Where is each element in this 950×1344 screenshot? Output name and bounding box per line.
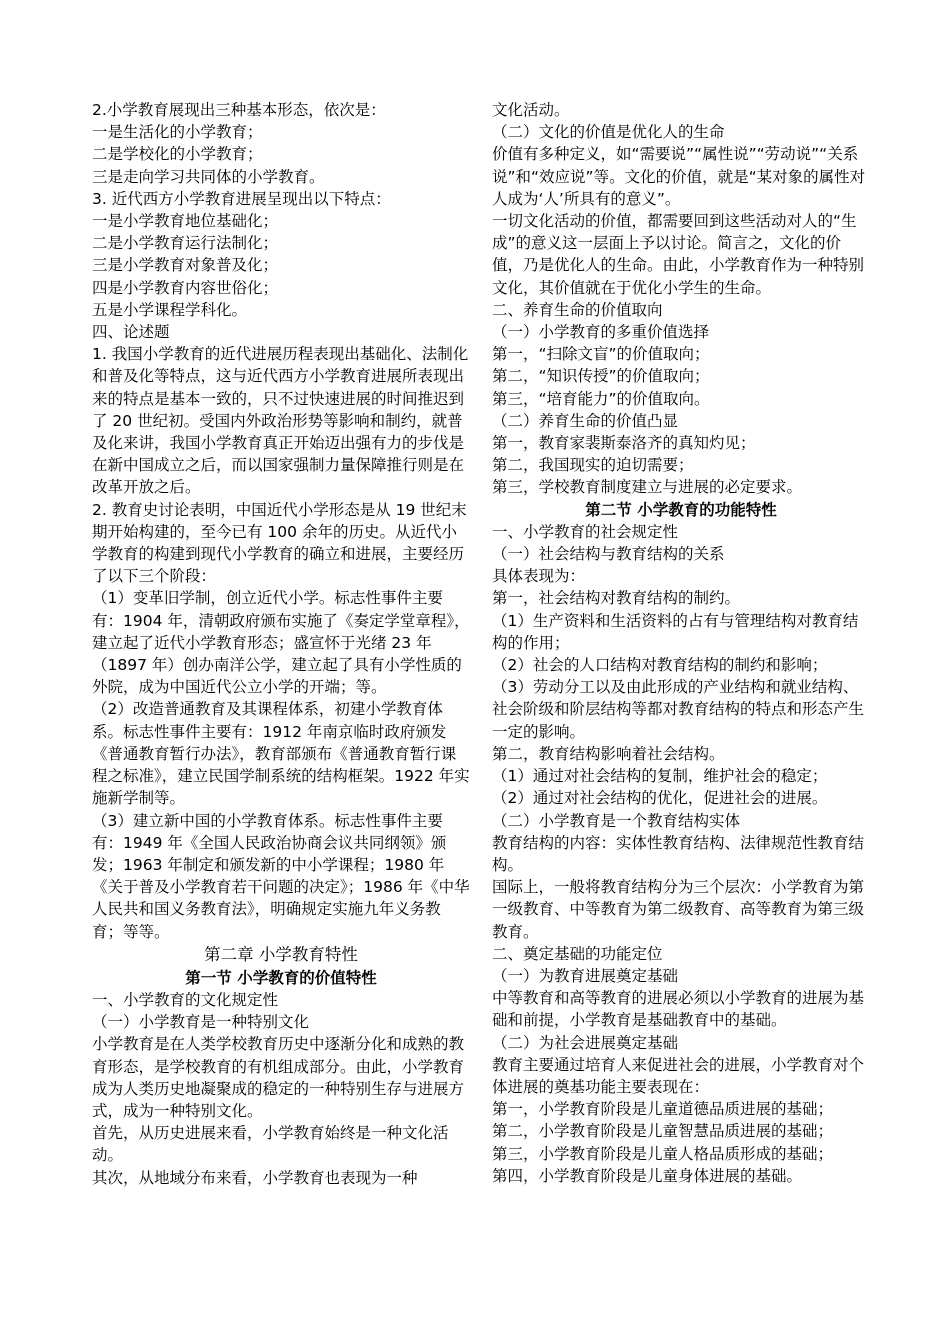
left-paragraph: （一）小学教育是一种特别文化 <box>92 1013 310 1032</box>
left-paragraph: 一、小学教育的文化规定性 <box>92 990 279 1009</box>
right-paragraph: 第二，小学教育阶段是儿童智慧品质进展的基础； <box>492 1122 834 1141</box>
right-paragraph: （二）小学教育是一个教育结构实体 <box>492 811 741 830</box>
left-paragraph: （1）变革旧学制，创立近代小学。标志性事件主要有：1904 年，清朝政府颁布实施了《奏定学堂章程》，建立起了近代小学教育形态；盛宣怀于光绪 23 年（1897 年）创办南洋公学，建立起了具有小学性质的外院，成为中国近代公立小学的开端；等。 <box>92 589 470 697</box>
left-paragraph: 其次，从地域分布来看，小学教育也表现为一种 <box>92 1168 418 1187</box>
left-paragraph: 3. 近代西方小学教育进展呈现出以下特点： <box>92 189 391 208</box>
right-paragraph: 第二，教育结构影响着社会结构。 <box>492 744 725 763</box>
section-heading: 第一节 小学教育的价值特性 <box>185 968 377 987</box>
right-paragraph: （一）小学教育的多重价值选择 <box>492 323 710 342</box>
left-paragraph: 2.小学教育展现出三种基本形态，依次是： <box>92 101 386 119</box>
left-paragraph: （2）改造普通教育及其课程体系，初建小学教育体系。标志性事件主要有：1912 年南京临时政府颁发《普通教育暂行办法》，教育部颁布《普通教育暂行课程之标准》，建立民国学制系统的结构框架。1922 年实施新学制等。 <box>92 700 470 808</box>
right-paragraph: 中等教育和高等教育的进展必须以小学教育的进展为基础和前提，小学教育是基础教育中的基础。 <box>492 989 865 1030</box>
section-heading: 第二节 小学教育的功能特性 <box>585 500 777 519</box>
right-paragraph: （1）生产资料和生活资料的占有与管理结构对教育结构的作用； <box>492 611 859 652</box>
right-paragraph: 二、养育生命的价值取向 <box>492 300 663 319</box>
right-paragraph: 第三，小学教育阶段是儿童人格品质形成的基础； <box>492 1144 834 1163</box>
right-paragraph: （2）通过对社会结构的优化，促进社会的进展。 <box>492 789 828 808</box>
right-paragraph: 国际上，一般将教育结构分为三个层次：小学教育为第一级教育、中等教育为第二级教育、高等教育为第三级教育。 <box>492 878 865 941</box>
right-paragraph: （2）社会的人口结构对教育结构的制约和影响； <box>492 656 828 675</box>
right-paragraph: 具体表现为： <box>492 567 586 586</box>
right-paragraph: 二、奠定基础的功能定位 <box>492 944 663 963</box>
right-paragraph: （一）为教育进展奠定基础 <box>492 966 679 985</box>
right-paragraph: （二）为社会进展奠定基础 <box>492 1033 679 1052</box>
right-paragraph: 价值有多种定义，如“需要说”“属性说”“劳动说”“关系说”和“效应说”等。文化的价值，就是“某对象的属性对人成为‘人’所具有的意义”。 <box>492 145 866 208</box>
left-paragraph: 五是小学课程学科化。 <box>92 300 248 319</box>
right-column <box>492 99 870 1187</box>
right-paragraph: 第二，“知识传授”的价值取向； <box>492 367 710 386</box>
right-paragraph: （3）劳动分工以及由此形成的产业结构和就业结构、社会阶级和阶层结构等都对教育结构的特点和形态产生一定的影响。 <box>492 678 865 741</box>
right-paragraph: （二）养育生命的价值凸显 <box>492 411 679 430</box>
right-paragraph: 第三，学校教育制度建立与进展的必定要求。 <box>492 478 803 497</box>
left-paragraph: 四、论述题 <box>92 323 170 342</box>
right-paragraph: 第三，“培育能力”的价值取向。 <box>492 389 710 408</box>
right-paragraph: 第一，小学教育阶段是儿童道德品质进展的基础； <box>492 1100 834 1119</box>
left-paragraph: 三是小学教育对象普及化； <box>92 256 279 275</box>
left-paragraph: 四是小学教育内容世俗化； <box>92 278 279 297</box>
left-paragraph: 2. 教育史讨论表明，中国近代小学形态是从 19 世纪末期开始构建的，至今已有 100 余年的历史。从近代小学教育的构建到现代小学教育的确立和进展，主要经历了以下三个阶段： <box>92 500 467 586</box>
left-paragraph: 二是学校化的小学教育； <box>92 145 263 164</box>
right-paragraph: 第四，小学教育阶段是儿童身体进展的基础。 <box>492 1166 803 1185</box>
right-paragraph: 教育结构的内容：实体性教育结构、法律规范性教育结构。 <box>492 833 865 874</box>
left-paragraph: 小学教育是在人类学校教育历史中逐渐分化和成熟的教育形态，是学校教育的有机组成部分。由此，小学教育成为人类历史地凝聚成的稳定的一种特别生存与进展方式，成为一种特别文化。 <box>92 1035 465 1120</box>
right-paragraph: 文化活动。 <box>492 101 570 119</box>
right-paragraph: 第一，“扫除文盲”的价值取向； <box>492 345 710 364</box>
chapter-heading: 第二章 小学教育特性 <box>204 944 358 964</box>
left-paragraph: 一是生活化的小学教育； <box>92 123 263 142</box>
left-paragraph: 首先，从历史进展来看，小学教育始终是一种文化活动。 <box>92 1124 449 1165</box>
right-paragraph: 第二，我国现实的迫切需要； <box>492 456 694 475</box>
right-paragraph: 教育主要通过培育人来促进社会的进展，小学教育对个体进展的奠基功能主要表现在： <box>492 1055 865 1096</box>
left-paragraph: （3）建立新中国的小学教育体系。标志性事件主要有：1949 年《全国人民政治协商会议共同纲领》颁发；1963 年制定和颁发新的中小学课程；1980 年《关于普及小学教育若干问题的决定》；1986 年《中华人民共和国义务教育法》，明确规定实施九年义务教育；等等。 <box>92 811 470 941</box>
right-paragraph: 一、小学教育的社会规定性 <box>492 522 679 541</box>
left-paragraph: 一是小学教育地位基础化； <box>92 212 279 231</box>
right-paragraph: 第一，教育家裴斯泰洛齐的真知灼见； <box>492 434 756 453</box>
right-paragraph: （二）文化的价值是优化人的生命 <box>492 123 725 142</box>
right-paragraph: （1）通过对社会结构的复制，维护社会的稳定； <box>492 767 828 786</box>
left-paragraph: 二是小学教育运行法制化； <box>92 234 279 253</box>
right-paragraph: 一切文化活动的价值，都需要回到这些活动对人的“生成”的意义这一层面上予以讨论。简言之，文化的价值，乃是优化人的生命。由此，小学教育作为一种特别文化，其价值就在于优化小学生的生命。 <box>492 212 865 297</box>
left-column <box>92 99 470 1189</box>
right-paragraph: （一）社会结构与教育结构的关系 <box>492 545 725 564</box>
left-paragraph: 三是走向学习共同体的小学教育。 <box>92 167 325 186</box>
right-paragraph: 第一，社会结构对教育结构的制约。 <box>492 589 741 608</box>
left-paragraph: 1. 我国小学教育的近代进展历程表现出基础化、法制化和普及化等特点，这与近代西方小学教育进展所表现出来的特点是基本一致的，只不过快速进展的时间推迟到了 20 世纪初。受国内外政治形势等影响和制约，就普及化来讲，我国小学教育真正开始迈出强有力的步伐是在新中国成立之后，而以国家强制力量保障推行则是在改革开放之后。 <box>92 345 469 497</box>
